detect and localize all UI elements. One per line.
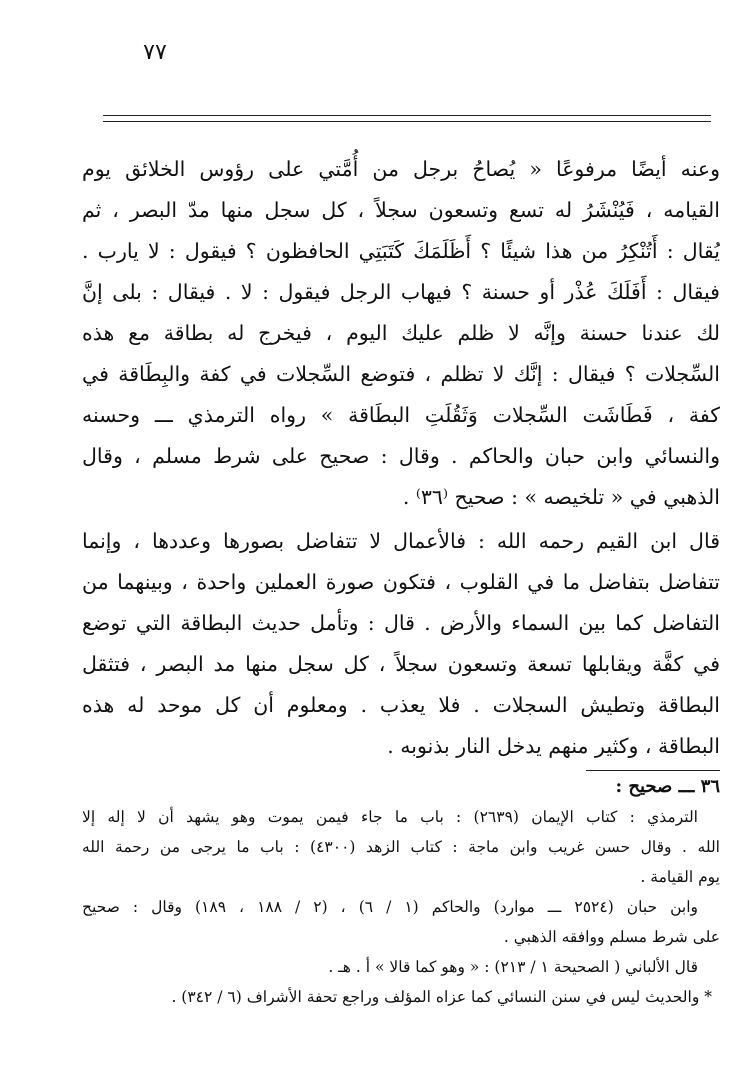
header-rule-bottom	[103, 121, 711, 122]
footnote-line: وابن حبان (٢٥٢٤ ـــ موارد) والحاكم (١ / ٦) ، (٢ / ١٨٨ ، ١٨٩) وقال : صحيح	[82, 898, 699, 916]
header-rule-top	[103, 115, 711, 116]
footnotes	[82, 772, 720, 1012]
text-line: قال ابن القيم رحمه الله : فالأعمال لا تتفاضل بصورها وعددها ، وإنما	[82, 529, 720, 553]
ibn-qayyim-paragraph	[82, 521, 720, 767]
text-line: السِّجلات ؟ فيقال : إنَّك لا تظلم ، فتوضع السِّجلات في كفة والبِطَاقة في	[82, 362, 720, 386]
footnote-line: قال الألباني ( الصحيحة ١ / ٢١٣) : « وهو كما قالا » أ . هـ .	[328, 958, 698, 976]
footnote-heading: ٣٦ ـــ صحيح :	[615, 776, 720, 797]
text-line: يُقال : أَتُنْكِرُ من هذا شيئًا ؟ أَظَلَمَكَ كَتَبَتِي الحافظون ؟ فيقول : لا يارب .	[82, 239, 720, 263]
text-line: البطاقة ، وكثير منهم يدخل النار بذنوبه .	[387, 734, 720, 758]
hadith-paragraph	[82, 149, 720, 518]
text-line: تتفاضل بتفاضل ما في القلوب ، فتكون صورة العملين واحدة ، وبينهما من	[82, 570, 720, 594]
text-line: في كفَّة ويقابلها تسعة وتسعون سجلاً ، كل سجل منها مد البصر ، فتثقل	[82, 652, 720, 676]
page-number: ٧٧	[143, 40, 167, 65]
text-line: والنسائي وابن حبان والحاكم . وقال : صحيح على شرط مسلم ، وقال	[82, 444, 720, 468]
text-line: لك عندنا حسنة وإنَّه لا ظلم عليك اليوم ، فيخرج له بطاقة مع هذه	[82, 321, 720, 345]
footnote-line: * والحديث ليس في سنن النسائي كما عزاه المؤلف وراجع تحفة الأشراف (٦ / ٣٤٢) .	[171, 988, 712, 1006]
text-line: كفة ، فَطَاشَت السِّجلات وَثَقُلَتِ البطَاقة » رواه الترمذي ـــ وحسنه	[82, 403, 720, 427]
footnote-line: يوم القيامة .	[640, 868, 720, 886]
footnote-separator	[586, 770, 720, 771]
footnote-line: الترمذي : كتاب الإيمان (٢٦٣٩) : باب ما جاء فيمن يموت وهو يشهد أن لا إله إلا	[82, 808, 698, 826]
text-line: البطاقة وتطيش السجلات . فلا يعذب . ومعلوم أن كل موحد له هذه	[82, 693, 720, 717]
text-line: الذهبي في « تلخيصه » : صحيح ⁽٣٦⁾ .	[402, 485, 720, 509]
footnote-line: على شرط مسلم ووافقه الذهبي .	[503, 928, 720, 946]
footnote-line: الله . وقال حسن غريب وابن ماجة : كتاب الزهد (٤٣٠٠) : باب ما يرجى من رحمة الله	[82, 838, 720, 856]
text-line: وعنه أيضًا مرفوعًا « يُصاحُ برجل من أُمَّتي على رؤوس الخلائق يوم	[82, 157, 720, 181]
text-line: القيامه ، فَيُنْشَرُ له تسع وتسعون سجلاً ، كل سجل منها مدّ البصر ، ثم	[82, 198, 720, 222]
text-line: فيقال : أَفَلَكَ عُذْر أو حسنة ؟ فيهاب الرجل فيقول : لا . فيقال : بلى إنَّ	[82, 280, 720, 304]
text-line: التفاضل كما بين السماء والأرض . قال : وتأمل حديث البطاقة التي توضع	[82, 611, 720, 635]
